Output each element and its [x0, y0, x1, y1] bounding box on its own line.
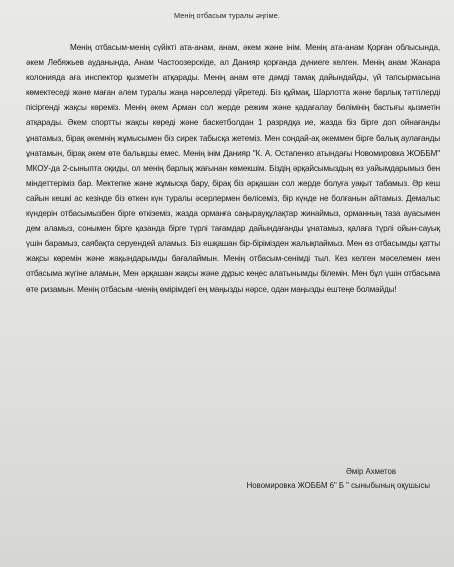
author-name: Әмір Ахметов — [346, 467, 396, 476]
signature-block — [247, 465, 430, 493]
essay-body — [26, 40, 440, 297]
essay-paragraph: Менің отбасым-менің сүйікті ата-анам, анам, әкем және інім. Менің ата-анам Қорған облысында, әкем Лебяжьев ауданында, Анам Частоозерскіде, ал Данияр қорғанда дүниеге келген. Менің анам Жанара колонияда аға инспектор қызметін атқарады. Менің анам өте дәмді тамақ дайындайды, үй тапсырмасына көмектеседі және маған әлем туралы жаңа нәрселерді үйретеді. Біз құймақ, Шарлотта және барлық тәттілерді пісіргенді жақсы көреміз. Менің әкем Арман сол жерде режим және қадағалау бөлімінің бастығы қызметін атқарады. Әкем спортты жақсы көреді және баскетболдан 1 разрядқа ие, жазда біз бірге доп ойнағанды ұнатамыз, бірақ әкемнің жұмысымен біз сирек табысқа жетеміз. Мен сондай-ақ әкеммен бірге балық аулағанды ұнатамын, бірақ әкем өте балықшы емес. Менің інім Данияр "К. А. Остапенко атындағы Новомировка ЖОББМ" МКОУ-да 2-сыныпта оқиды, ол менің барлық жағынан көмекшім. Біздің әрқайсымыздың өз уайымдарымыз бен міндеттеріміз бар. Мектепке және жұмысқа бару, бірақ біз әрқашан сол жерде болуға уақыт табамыз. Әр кеш сайын кешкі ас кезінде біз өткен күн туралы әсерлермен бөлісеміз, бір күнде не болғанын айтамыз. Демалыс күндерін отбасымызбен бірге өткіземіз, жазда орманға саңырауқұлақтар жинаймыз, орманның таза ауасымен дем аламыз, сонымен бірге қазанда бірге түрлі тағамдар дайындағанды ұнатамыз, қалаға түрлі ойын-сауық үшін барамыз, саябақта серуендей аламыз. Біз ешқашан бір-бірімізден жалықпаймыз. Мен өз отбасымды қатты жақсы көремін және жақындарымды бағалаймын. Менің отбасым-сенімді тыл. Кез келген мәселемен мен отбасыма жүгіне аламын, Мен әрқашан жақсы және дұрыс кеңес алатынымды білемін. Мен бұл үшін отбасыма өте ризамын. Менің отбасым -менің өмірімдегі ең маңызды нәрсе, одан маңызды ештеңе болмайды! — [26, 43, 440, 294]
author-class: Новомировка ЖОББМ 6" Б " сыныбының оқушысы — [246, 481, 430, 490]
document-title: Менің отбасым туралы әңгіме. — [173, 11, 281, 20]
